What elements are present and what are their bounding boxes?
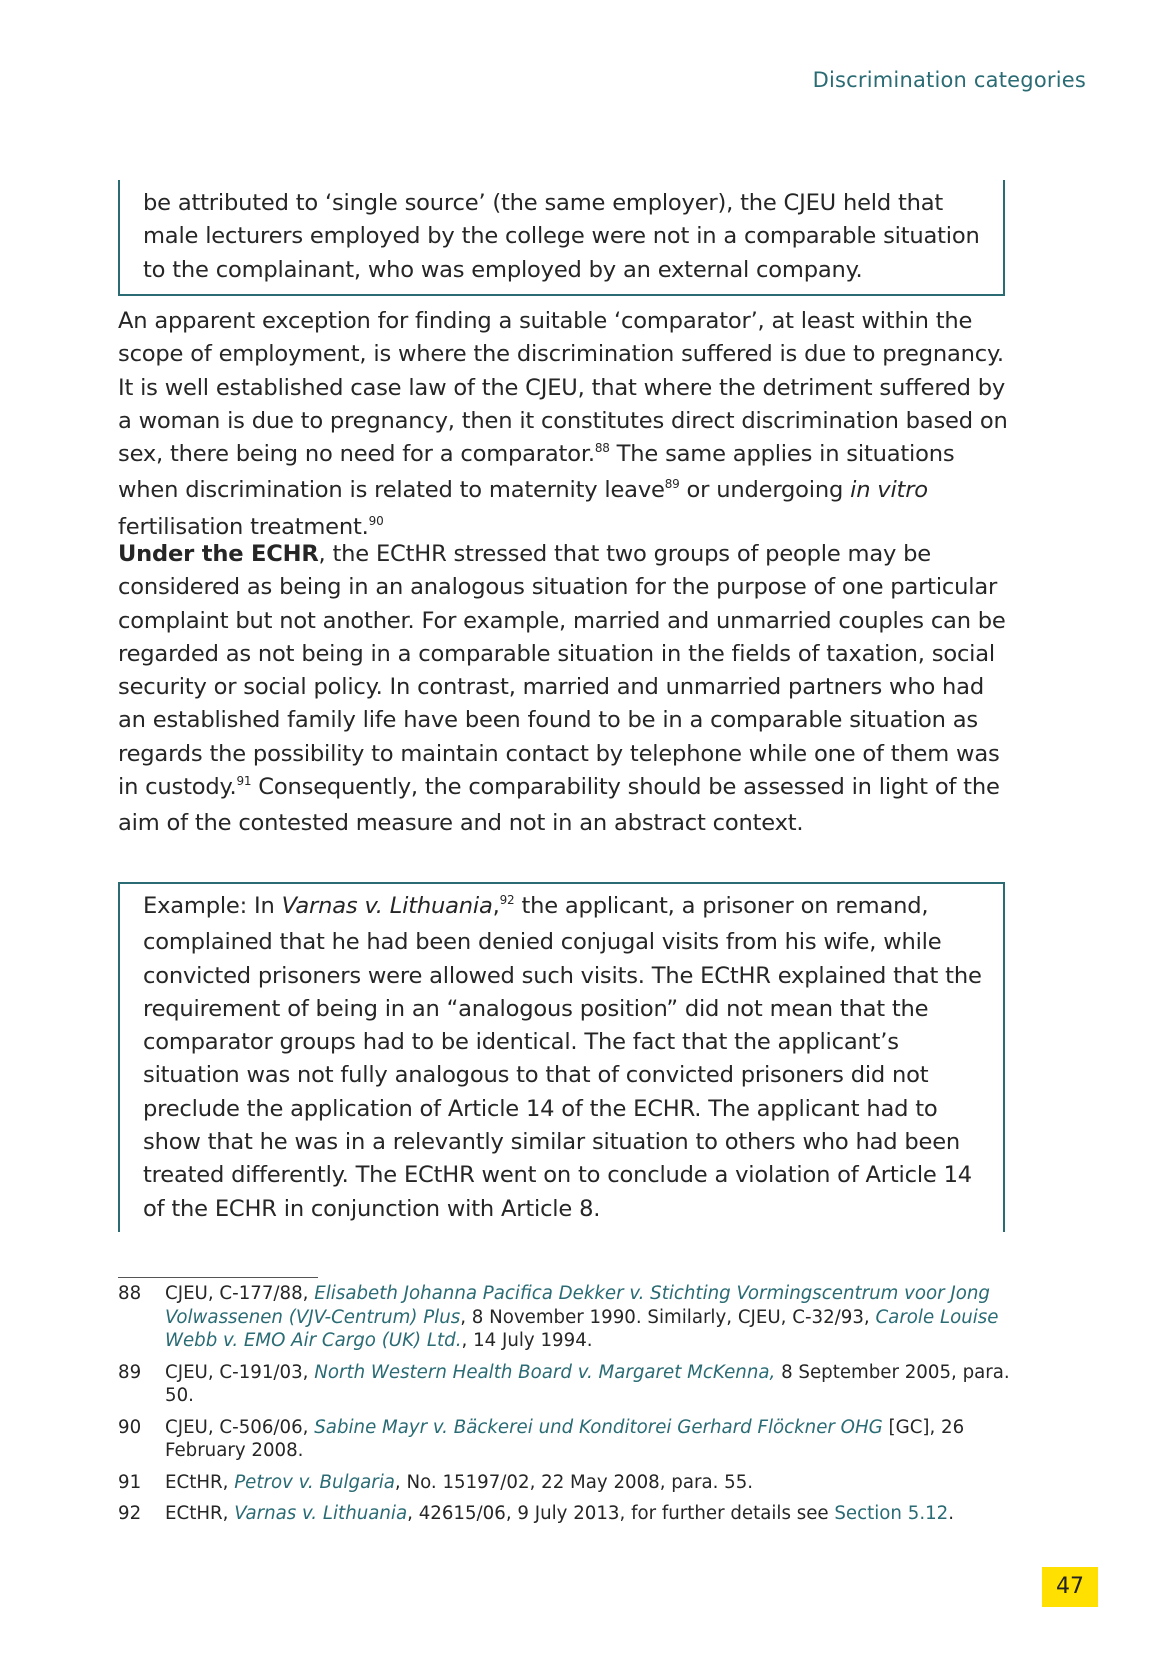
section-link[interactable]: Section 5.12 (834, 1503, 949, 1524)
footnote-ref-89[interactable]: 89 (664, 477, 680, 492)
footnote-citation: CJEU, C-191/03, (165, 1361, 315, 1383)
page-number: 47 (1042, 1567, 1098, 1607)
case-link-webb[interactable]: Carole Louise Webb v. EMO Air Cargo (UK) Ltd. (165, 1306, 999, 1351)
footnote-number: 90 (118, 1416, 142, 1438)
example-body: the applicant, a prisoner on remand, complained that he had been denied conjugal visits from his wife, while convicted prisoners were allowed such visits. The ECtHR explained that the requirement of being in an “analogous position” did not mean that the comparator groups had to be identical. The fact that the applicant’s situation was not fully analogous to that of convicted prisoners did not preclude the application of Article 14 of the ECHR. The applicant had to show that he was in a relevantly similar situation to others who had been treated differently. The ECtHR went on to conclude a violation of Article 14 of the ECHR in conjunction with Article 8. (143, 893, 982, 1222)
footnote-number: 91 (118, 1471, 142, 1493)
footnote-citation: . (948, 1503, 955, 1524)
footnote-citation: , 8 November 1990. Similarly, CJEU, C-32/93, (460, 1306, 876, 1328)
footnote-citation: ECtHR, (165, 1471, 235, 1493)
footnote-citation: , 14 July 1994. (461, 1330, 593, 1351)
example-box-text (143, 890, 983, 1226)
footnote-text (165, 1361, 1018, 1408)
example-box-continuation-text: be attributed to ‘single source’ (the same employer), the CJEU held that male lecturers employed by the college were not in a comparable situation to the complainant, who was employed by an external company. (143, 190, 980, 283)
para1-text-2: The same applies in situations when discrimination is related to maternity leave (118, 441, 955, 504)
footnote-text (165, 1282, 1018, 1353)
footnote-88 (118, 1282, 1018, 1353)
footnote-citation: ECtHR, (165, 1503, 235, 1524)
footnote-number: 92 (118, 1503, 142, 1524)
footnote-ref-91[interactable]: 91 (236, 774, 252, 789)
para2-bold-lead: Under the ECHR (118, 541, 319, 567)
para1-text-3: or undergoing (679, 477, 851, 504)
example-comma: , (492, 893, 500, 919)
footnote-text (165, 1416, 1018, 1463)
footnote-citation: CJEU, C-177/88, (165, 1283, 315, 1304)
case-link-dekker[interactable]: Elisabeth Johanna Pacifica Dekker v. Stichting Vormingscentrum voor Jong Volwassenen (VJV-Centrum) Plus (165, 1283, 990, 1328)
footnote-citation: , 42615/06, 9 July 2013, for further details see (407, 1503, 835, 1524)
para1-text-1: An apparent exception for finding a suitable ‘comparator’, at least within the scope of employment, is where the discrimination suffered is due to pregnancy. It is well established case law of the CJEU, that where the detriment suffered by a woman is due to pregnancy, then it constitutes direct discrimination based on sex, there being no need for a comparator. (118, 308, 1008, 468)
example-lead: Example: In (143, 893, 282, 919)
footnote-92 (118, 1502, 1018, 1526)
case-link-varnas[interactable]: Varnas v. Lithuania (234, 1503, 408, 1524)
footnote-citation: CJEU, C-506/06, (165, 1416, 315, 1438)
para1-italic-term: in vitro (850, 477, 928, 504)
case-link-mayr[interactable]: Sabine Mayr v. Bäckerei und Konditorei Gerhard Flöckner OHG (314, 1416, 883, 1438)
footnote-91 (118, 1471, 1018, 1495)
footnote-text (165, 1502, 1018, 1526)
para2-text-1: , the ECtHR stressed that two groups of people may be considered as being in an analogous situation for the purpose of one particular complaint but not another. For example, married and unmarried couples can be regarded as not being in a comparable situation in the fields of taxation, social security or social policy. In contrast, married and unmarried partners who had an established family life have been found to be in a comparable situation as regards the possibility to maintain contact by telephone while one of them was in custody. (118, 541, 1006, 801)
footnote-number: 88 (118, 1283, 142, 1304)
running-header-title: Discrimination categories (812, 68, 1086, 92)
footnote-text (165, 1471, 1018, 1495)
footnote-number: 89 (118, 1361, 142, 1383)
example-box-varnas (118, 882, 1005, 1232)
para2-text-2: Consequently, the comparability should be assessed in light of the aim of the contested measure and not in an abstract context. (118, 774, 1000, 837)
footnote-90 (118, 1416, 1018, 1463)
footnote-ref-88[interactable]: 88 (594, 441, 610, 456)
footnote-ref-92[interactable]: 92 (499, 893, 515, 907)
footnote-citation: , No. 15197/02, 22 May 2008, para. 55. (394, 1471, 754, 1493)
footnote-citation: [GC], 26 February 2008. (165, 1416, 965, 1461)
case-link-mckenna[interactable]: North Western Health Board v. Margaret McKenna, (314, 1361, 776, 1383)
continued-example-box (118, 180, 1005, 296)
footnote-citation: 8 September 2005, para. 50. (165, 1361, 1010, 1406)
case-link-petrov[interactable]: Petrov v. Bulgaria (234, 1471, 395, 1493)
paragraph-pregnancy-exception (118, 305, 1008, 547)
footnotes-list (118, 1282, 1018, 1534)
footnote-ref-90[interactable]: 90 (368, 513, 384, 528)
para1-text-4: fertilisation treatment. (118, 513, 369, 540)
footnote-separator (118, 1277, 318, 1278)
paragraph-echr-analogous-situation (118, 538, 1008, 841)
example-case-name: Varnas v. Lithuania (281, 893, 493, 919)
footnote-89 (118, 1361, 1018, 1408)
